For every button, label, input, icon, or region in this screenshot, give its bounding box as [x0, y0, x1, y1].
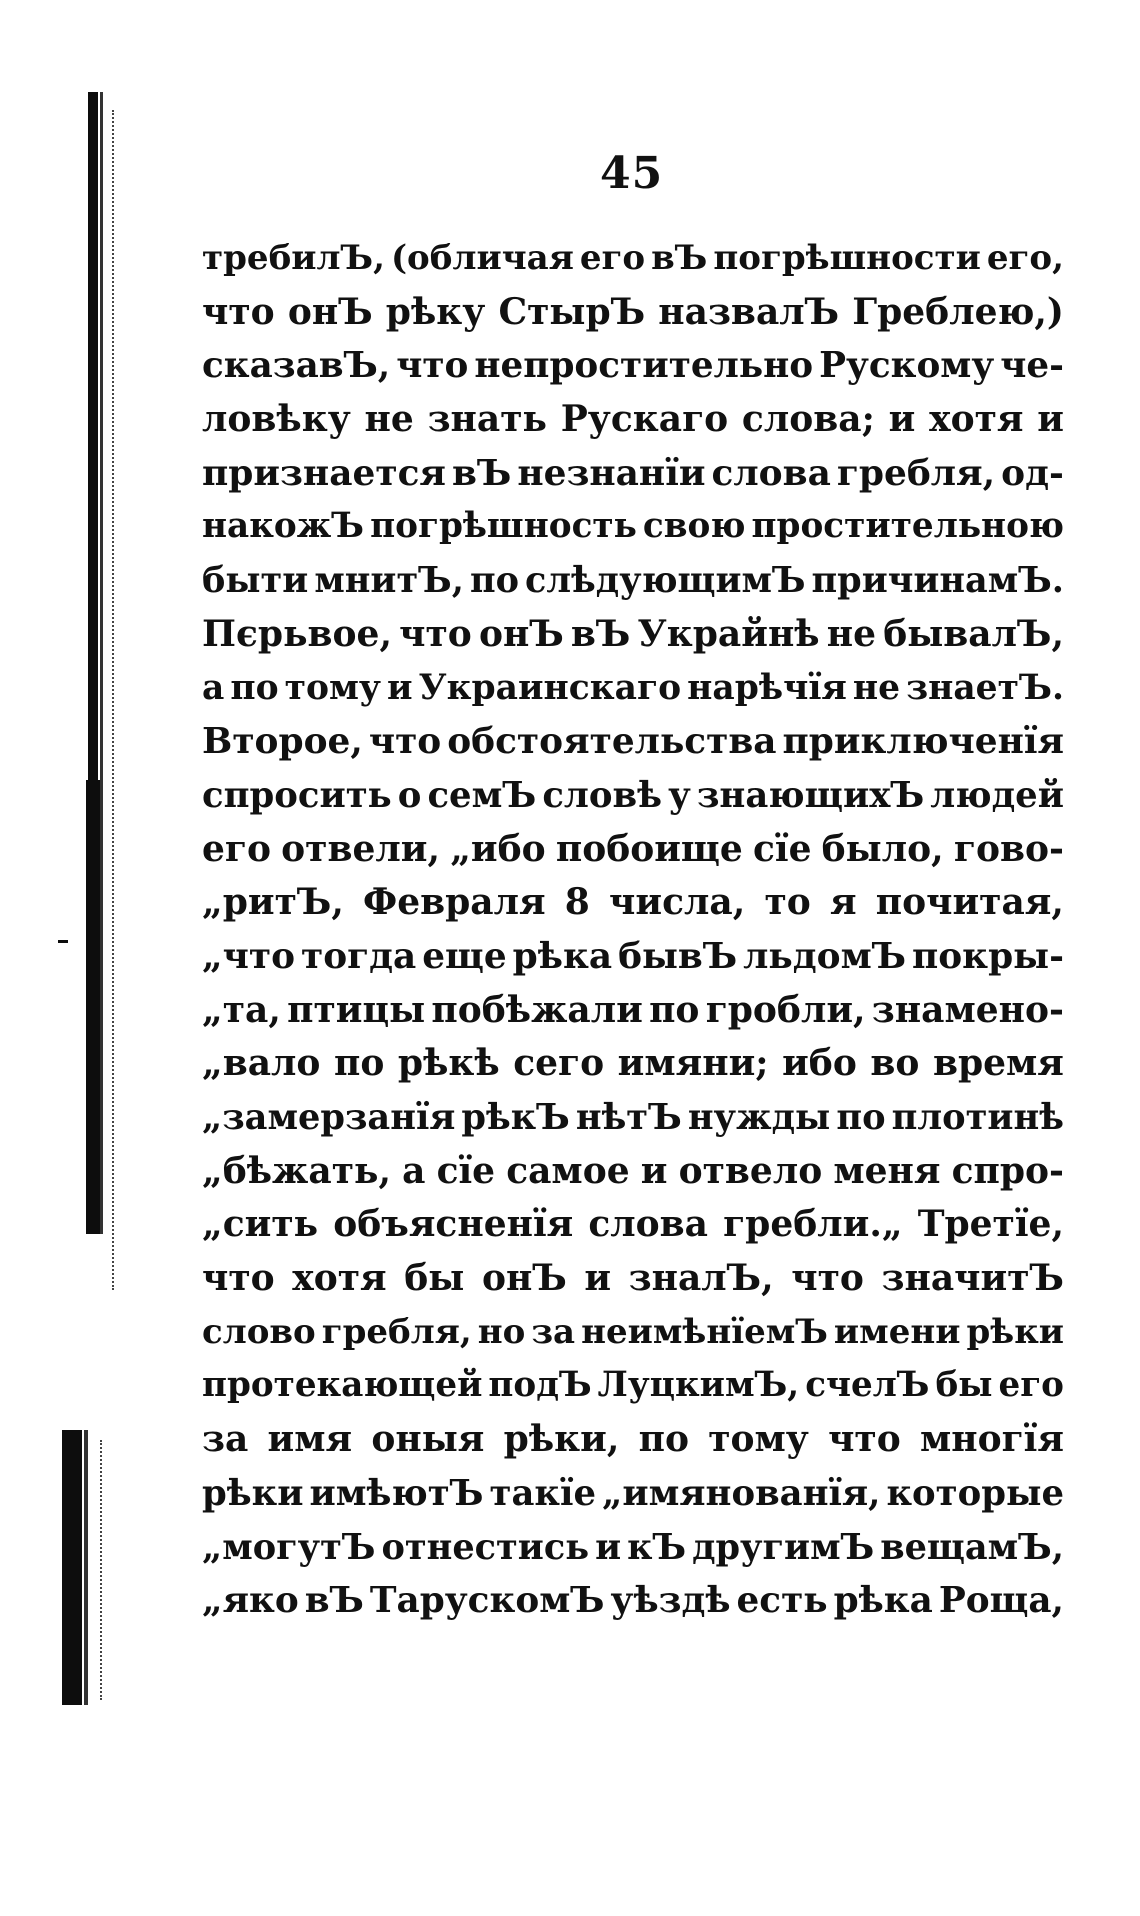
text-line: „бѣжать, а сїе самое и отвело меня спро- — [202, 1149, 1064, 1192]
text-line: быти мнитЪ, по слѣдующимЪ причинамЪ. — [202, 560, 1064, 602]
page-number: 45 — [600, 148, 664, 199]
text-line: Пєрьвое, что онЪ вЪ Украйнѣ не бывалЪ, — [202, 612, 1064, 655]
body-text — [202, 232, 1064, 1628]
text-line: что онЪ рѣку СтырЪ назвалЪ Греблею,) — [202, 290, 1064, 333]
text-line: ловѣку не знать Рускаго слова; и хотя и — [202, 398, 1064, 441]
text-line: а по тому и Украинскаго нарѣчїя не знаетЪ. — [202, 667, 1064, 708]
text-line: рѣки имѣютЪ такїе „имянованїя, которые — [202, 1472, 1064, 1514]
text-line: „яко вЪ ТарускомЪ уѣздѣ есть рѣка Роща, — [202, 1579, 1064, 1622]
text-line: Второе, что обстоятельства приключенїя — [202, 720, 1064, 763]
text-line: признается вЪ незнанїи слова гребля, од- — [202, 451, 1064, 494]
text-line: сказавЪ, что непростительно Рускому че- — [202, 344, 1064, 387]
text-line: „вало по рѣкѣ сего имяни; ибо во время — [202, 1042, 1064, 1085]
text-line: накожЪ погрѣшность свою простительною — [202, 506, 1064, 547]
text-line: слово гребля, но за неимѣнїемЪ имени рѣки — [202, 1311, 1064, 1352]
text-line: спросить о семЪ словѣ у знающихЪ людей — [202, 774, 1064, 816]
text-line: протекающей подЪ ЛуцкимЪ, счелЪ бы его — [202, 1365, 1064, 1406]
text-line: за имя оныя рѣки, по тому что многїя — [202, 1418, 1064, 1461]
text-line: „замерзанїя рѣкЪ нѣтЪ нужды по плотинѣ — [202, 1097, 1064, 1138]
text-line: „могутЪ отнестись и кЪ другимЪ вещамЪ, — [202, 1526, 1064, 1568]
text-line: его отвели, „ибо побоище сїе было, гово- — [202, 827, 1064, 870]
text-line: „что тогда еще рѣка бывЪ льдомЪ покры- — [202, 934, 1064, 977]
text-line: „ритЪ, Февраля 8 числа, то я почитая, — [202, 881, 1064, 924]
text-line: что хотя бы онЪ и зналЪ, что значитЪ — [202, 1257, 1064, 1300]
text-line: „та, птицы побѣжали по гробли, знамено- — [202, 988, 1064, 1031]
text-line: требилЪ, (обличая его вЪ погрѣшности его, — [202, 238, 1064, 278]
text-line: „сить объясненїя слова гребли.„ Третїе, — [202, 1203, 1064, 1246]
